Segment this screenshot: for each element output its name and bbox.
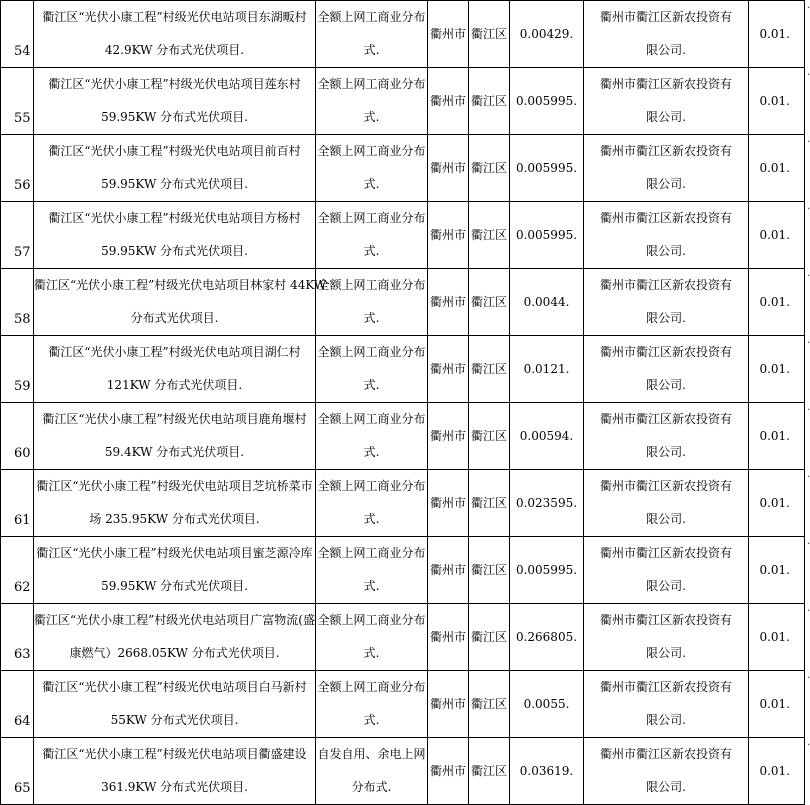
- grid-type-line2: 式.: [363, 512, 380, 526]
- row-number: 58: [1, 269, 34, 336]
- edge-cell: [805, 135, 810, 202]
- ratio: 0.01.: [749, 537, 805, 604]
- project-name-line1: 衢江区“光伏小康工程”村级光伏电站项目东湖畈村: [42, 10, 307, 24]
- grid-type-line2: 式.: [363, 579, 380, 593]
- edge-cell: [805, 403, 810, 470]
- owner-line2: 限公司.: [646, 445, 686, 459]
- district: 衢江区: [469, 403, 510, 470]
- project-name: [34, 202, 316, 269]
- grid-type-line1: 全额上网工商业分布: [317, 211, 426, 225]
- edge-mark: .: [807, 0, 810, 11]
- row-number: 57: [1, 202, 34, 269]
- table-row: [1, 269, 810, 336]
- edge-mark: .: [807, 468, 810, 480]
- owner-company: [584, 738, 749, 805]
- capacity: 0.266805.: [510, 604, 584, 671]
- grid-connection-type: [316, 470, 428, 537]
- city: 衢州市: [428, 537, 469, 604]
- district: 衢江区: [469, 470, 510, 537]
- grid-type-line1: 全额上网工商业分布: [317, 479, 426, 493]
- project-name: [34, 135, 316, 202]
- edge-cell: [805, 470, 810, 537]
- ratio: 0.01.: [749, 738, 805, 805]
- edge-cell: [805, 269, 810, 336]
- capacity: 0.005995.: [510, 537, 584, 604]
- edge-cell: [805, 604, 810, 671]
- owner-line1: 衢州市衢江区新农投资有: [599, 211, 732, 225]
- edge-cell: [805, 537, 810, 604]
- row-number: 54: [1, 1, 34, 68]
- district: 衢江区: [469, 671, 510, 738]
- capacity: 0.0055.: [510, 671, 584, 738]
- grid-type-line1: 全额上网工商业分布: [317, 412, 426, 426]
- owner-line2: 限公司.: [646, 177, 686, 191]
- owner-line2: 限公司.: [646, 378, 686, 392]
- owner-line2: 限公司.: [646, 780, 686, 794]
- owner-line2: 限公司.: [646, 110, 686, 124]
- grid-connection-type: [316, 68, 428, 135]
- city: 衢州市: [428, 1, 469, 68]
- project-name: [34, 403, 316, 470]
- table-row: [1, 470, 810, 537]
- grid-connection-type: [316, 403, 428, 470]
- grid-type-line2: 式.: [363, 43, 380, 57]
- district: 衢江区: [469, 604, 510, 671]
- owner-company: [584, 269, 749, 336]
- edge-mark: .: [807, 736, 810, 748]
- capacity: 0.0121.: [510, 336, 584, 403]
- edge-mark: .: [807, 200, 810, 212]
- row-number: 63: [1, 604, 34, 671]
- edge-mark: .: [807, 535, 810, 547]
- grid-connection-type: [316, 738, 428, 805]
- project-name-line1: 衢江区“光伏小康工程”村级光伏电站项目衢盛建设: [42, 747, 307, 761]
- edge-mark: .: [807, 66, 810, 78]
- row-number: 59: [1, 336, 34, 403]
- grid-type-line1: 全额上网工商业分布: [317, 345, 426, 359]
- ratio: 0.01.: [749, 604, 805, 671]
- edge-cell: [805, 1, 810, 68]
- table-row: [1, 68, 810, 135]
- city: 衢州市: [428, 202, 469, 269]
- project-name-line1: 衢江区“光伏小康工程”村级光伏电站项目方杨村: [48, 211, 301, 225]
- ratio: 0.01.: [749, 202, 805, 269]
- table-row: [1, 202, 810, 269]
- grid-connection-type: [316, 269, 428, 336]
- project-name-line1: 衢江区“光伏小康工程”村级光伏电站项目白马新村: [42, 680, 307, 694]
- owner-line1: 衢州市衢江区新农投资有: [599, 144, 732, 158]
- ratio: 0.01.: [749, 1, 805, 68]
- project-name: [34, 336, 316, 403]
- project-name-line1: 衢江区“光伏小康工程”村级光伏电站项目芝坑桥菜市: [36, 479, 313, 493]
- grid-type-line2: 式.: [363, 244, 380, 258]
- grid-type-line2: 式.: [363, 445, 380, 459]
- project-name-line1: 衢江区“光伏小康工程”村级光伏电站项目湖仁村: [48, 345, 301, 359]
- ratio: 0.01.: [749, 336, 805, 403]
- edge-mark: .: [807, 602, 810, 614]
- project-name: [34, 738, 316, 805]
- capacity: 0.0044.: [510, 269, 584, 336]
- project-name: [34, 470, 316, 537]
- project-name: [34, 604, 316, 671]
- project-name-line2: 121KW 分布式光伏项目.: [106, 378, 243, 392]
- city: 衢州市: [428, 135, 469, 202]
- grid-connection-type: [316, 336, 428, 403]
- district: 衢江区: [469, 537, 510, 604]
- grid-connection-type: [316, 202, 428, 269]
- owner-line1: 衢州市衢江区新农投资有: [599, 479, 732, 493]
- edge-mark: .: [807, 669, 810, 681]
- district: 衢江区: [469, 738, 510, 805]
- ratio: 0.01.: [749, 269, 805, 336]
- project-name: [34, 1, 316, 68]
- owner-line2: 限公司.: [646, 311, 686, 325]
- owner-company: [584, 336, 749, 403]
- project-name: [34, 671, 316, 738]
- table-row: [1, 336, 810, 403]
- project-name-line1: 衢江区“光伏小康工程”村级光伏电站项目林家村 44KW: [34, 278, 327, 292]
- project-name-line1: 衢江区“光伏小康工程”村级光伏电站项目广富物流(盛: [34, 613, 315, 627]
- owner-line1: 衢州市衢江区新农投资有: [599, 345, 732, 359]
- owner-line1: 衢州市衢江区新农投资有: [599, 278, 732, 292]
- district: 衢江区: [469, 336, 510, 403]
- project-name-line2: 康燃气）2668.05KW 分布式光伏项目.: [69, 646, 280, 660]
- owner-line1: 衢州市衢江区新农投资有: [599, 77, 732, 91]
- grid-connection-type: [316, 135, 428, 202]
- city: 衢州市: [428, 403, 469, 470]
- project-name-line1: 衢江区“光伏小康工程”村级光伏电站项目前百村: [48, 144, 301, 158]
- project-name-line2: 分布式光伏项目.: [130, 311, 219, 325]
- grid-type-line2: 式.: [363, 713, 380, 727]
- project-name-line2: 361.9KW 分布式光伏项目.: [101, 780, 248, 794]
- capacity: 0.023595.: [510, 470, 584, 537]
- grid-connection-type: [316, 604, 428, 671]
- project-name-line2: 59.4KW 分布式光伏项目.: [104, 445, 245, 459]
- project-name-line1: 衢江区“光伏小康工程”村级光伏电站项目莲东村: [48, 77, 301, 91]
- ratio: 0.01.: [749, 470, 805, 537]
- owner-company: [584, 202, 749, 269]
- city: 衢州市: [428, 738, 469, 805]
- owner-line2: 限公司.: [646, 579, 686, 593]
- capacity: 0.005995.: [510, 68, 584, 135]
- project-name: [34, 269, 327, 336]
- table-body: [1, 1, 810, 805]
- project-name-line2: 59.95KW 分布式光伏项目.: [101, 110, 248, 124]
- city: 衢州市: [428, 470, 469, 537]
- owner-company: [584, 537, 749, 604]
- ratio: 0.01.: [749, 68, 805, 135]
- project-name-line2: 59.95KW 分布式光伏项目.: [101, 244, 248, 258]
- table-row: [1, 537, 810, 604]
- project-name-line2: 场 235.95KW 分布式光伏项目.: [89, 512, 260, 526]
- owner-line2: 限公司.: [646, 713, 686, 727]
- edge-cell: [805, 738, 810, 805]
- owner-line2: 限公司.: [646, 43, 686, 57]
- grid-type-line1: 自发自用、余电上网: [317, 747, 426, 761]
- project-name-line1: 衢江区“光伏小康工程”村级光伏电站项目鹿角堰村: [42, 412, 307, 426]
- city: 衢州市: [428, 604, 469, 671]
- owner-company: [584, 671, 749, 738]
- grid-connection-type: [316, 1, 428, 68]
- edge-mark: .: [807, 133, 810, 145]
- row-number: 62: [1, 537, 34, 604]
- owner-company: [584, 68, 749, 135]
- grid-type-line2: 式.: [363, 110, 380, 124]
- table-row: [1, 604, 810, 671]
- district: 衢江区: [469, 269, 510, 336]
- table-row: [1, 403, 810, 470]
- edge-cell: [805, 68, 810, 135]
- project-name-line2: 55KW 分布式光伏项目.: [110, 713, 239, 727]
- project-name-line2: 42.9KW 分布式光伏项目.: [104, 43, 245, 57]
- project-name: [34, 68, 316, 135]
- capacity: 0.03619.: [510, 738, 584, 805]
- grid-type-line1: 全额上网工商业分布: [317, 546, 426, 560]
- city: 衢州市: [428, 269, 469, 336]
- capacity: 0.00429.: [510, 1, 584, 68]
- owner-company: [584, 470, 749, 537]
- district: 衢江区: [469, 68, 510, 135]
- city: 衢州市: [428, 336, 469, 403]
- edge-cell: [805, 336, 810, 403]
- owner-company: [584, 1, 749, 68]
- capacity: 0.005995.: [510, 202, 584, 269]
- district: 衢江区: [469, 1, 510, 68]
- row-number: 65: [1, 738, 34, 805]
- grid-connection-type: [316, 537, 428, 604]
- district: 衢江区: [469, 135, 510, 202]
- project-name: [34, 537, 316, 604]
- capacity: 0.00594.: [510, 403, 584, 470]
- grid-type-line1: 全额上网工商业分布: [317, 613, 426, 627]
- district: 衢江区: [469, 202, 510, 269]
- grid-connection-type: [316, 671, 428, 738]
- grid-type-line2: 式.: [363, 311, 380, 325]
- table-row: [1, 1, 810, 68]
- grid-type-line1: 全额上网工商业分布: [317, 77, 426, 91]
- owner-line1: 衢州市衢江区新农投资有: [599, 613, 732, 627]
- owner-company: [584, 604, 749, 671]
- owner-company: [584, 135, 749, 202]
- row-number: 61: [1, 470, 34, 537]
- ratio: 0.01.: [749, 403, 805, 470]
- owner-line1: 衢州市衢江区新农投资有: [599, 10, 732, 24]
- edge-mark: .: [807, 334, 810, 346]
- owner-company: [584, 403, 749, 470]
- grid-type-line2: 式.: [363, 378, 380, 392]
- grid-type-line1: 全额上网工商业分布: [317, 278, 426, 292]
- owner-line1: 衢州市衢江区新农投资有: [599, 412, 732, 426]
- row-number: 60: [1, 403, 34, 470]
- row-number: 55: [1, 68, 34, 135]
- grid-type-line2: 式.: [363, 177, 380, 191]
- grid-type-line1: 全额上网工商业分布: [317, 680, 426, 694]
- project-name-line2: 59.95KW 分布式光伏项目.: [101, 579, 248, 593]
- owner-line2: 限公司.: [646, 512, 686, 526]
- grid-type-line1: 全额上网工商业分布: [317, 10, 426, 24]
- edge-mark: .: [807, 401, 810, 413]
- table-row: [1, 738, 810, 805]
- owner-line1: 衢州市衢江区新农投资有: [599, 680, 732, 694]
- edge-mark: .: [807, 267, 810, 279]
- city: 衢州市: [428, 671, 469, 738]
- owner-line1: 衢州市衢江区新农投资有: [599, 546, 732, 560]
- row-number: 64: [1, 671, 34, 738]
- ratio: 0.01.: [749, 671, 805, 738]
- table-row: [1, 671, 810, 738]
- table-row: [1, 135, 810, 202]
- grid-type-line2: 分布式.: [351, 780, 392, 794]
- project-name-line1: 衢江区“光伏小康工程”村级光伏电站项目蜜芝源冷库: [36, 546, 313, 560]
- city: 衢州市: [428, 68, 469, 135]
- row-number: 56: [1, 135, 34, 202]
- ratio: 0.01.: [749, 135, 805, 202]
- edge-cell: [805, 671, 810, 738]
- owner-line2: 限公司.: [646, 646, 686, 660]
- owner-line1: 衢州市衢江区新农投资有: [599, 747, 732, 761]
- grid-type-line2: 式.: [363, 646, 380, 660]
- capacity: 0.005995.: [510, 135, 584, 202]
- grid-type-line1: 全额上网工商业分布: [317, 144, 426, 158]
- project-name-line2: 59.95KW 分布式光伏项目.: [101, 177, 248, 191]
- owner-line2: 限公司.: [646, 244, 686, 258]
- edge-cell: [805, 202, 810, 269]
